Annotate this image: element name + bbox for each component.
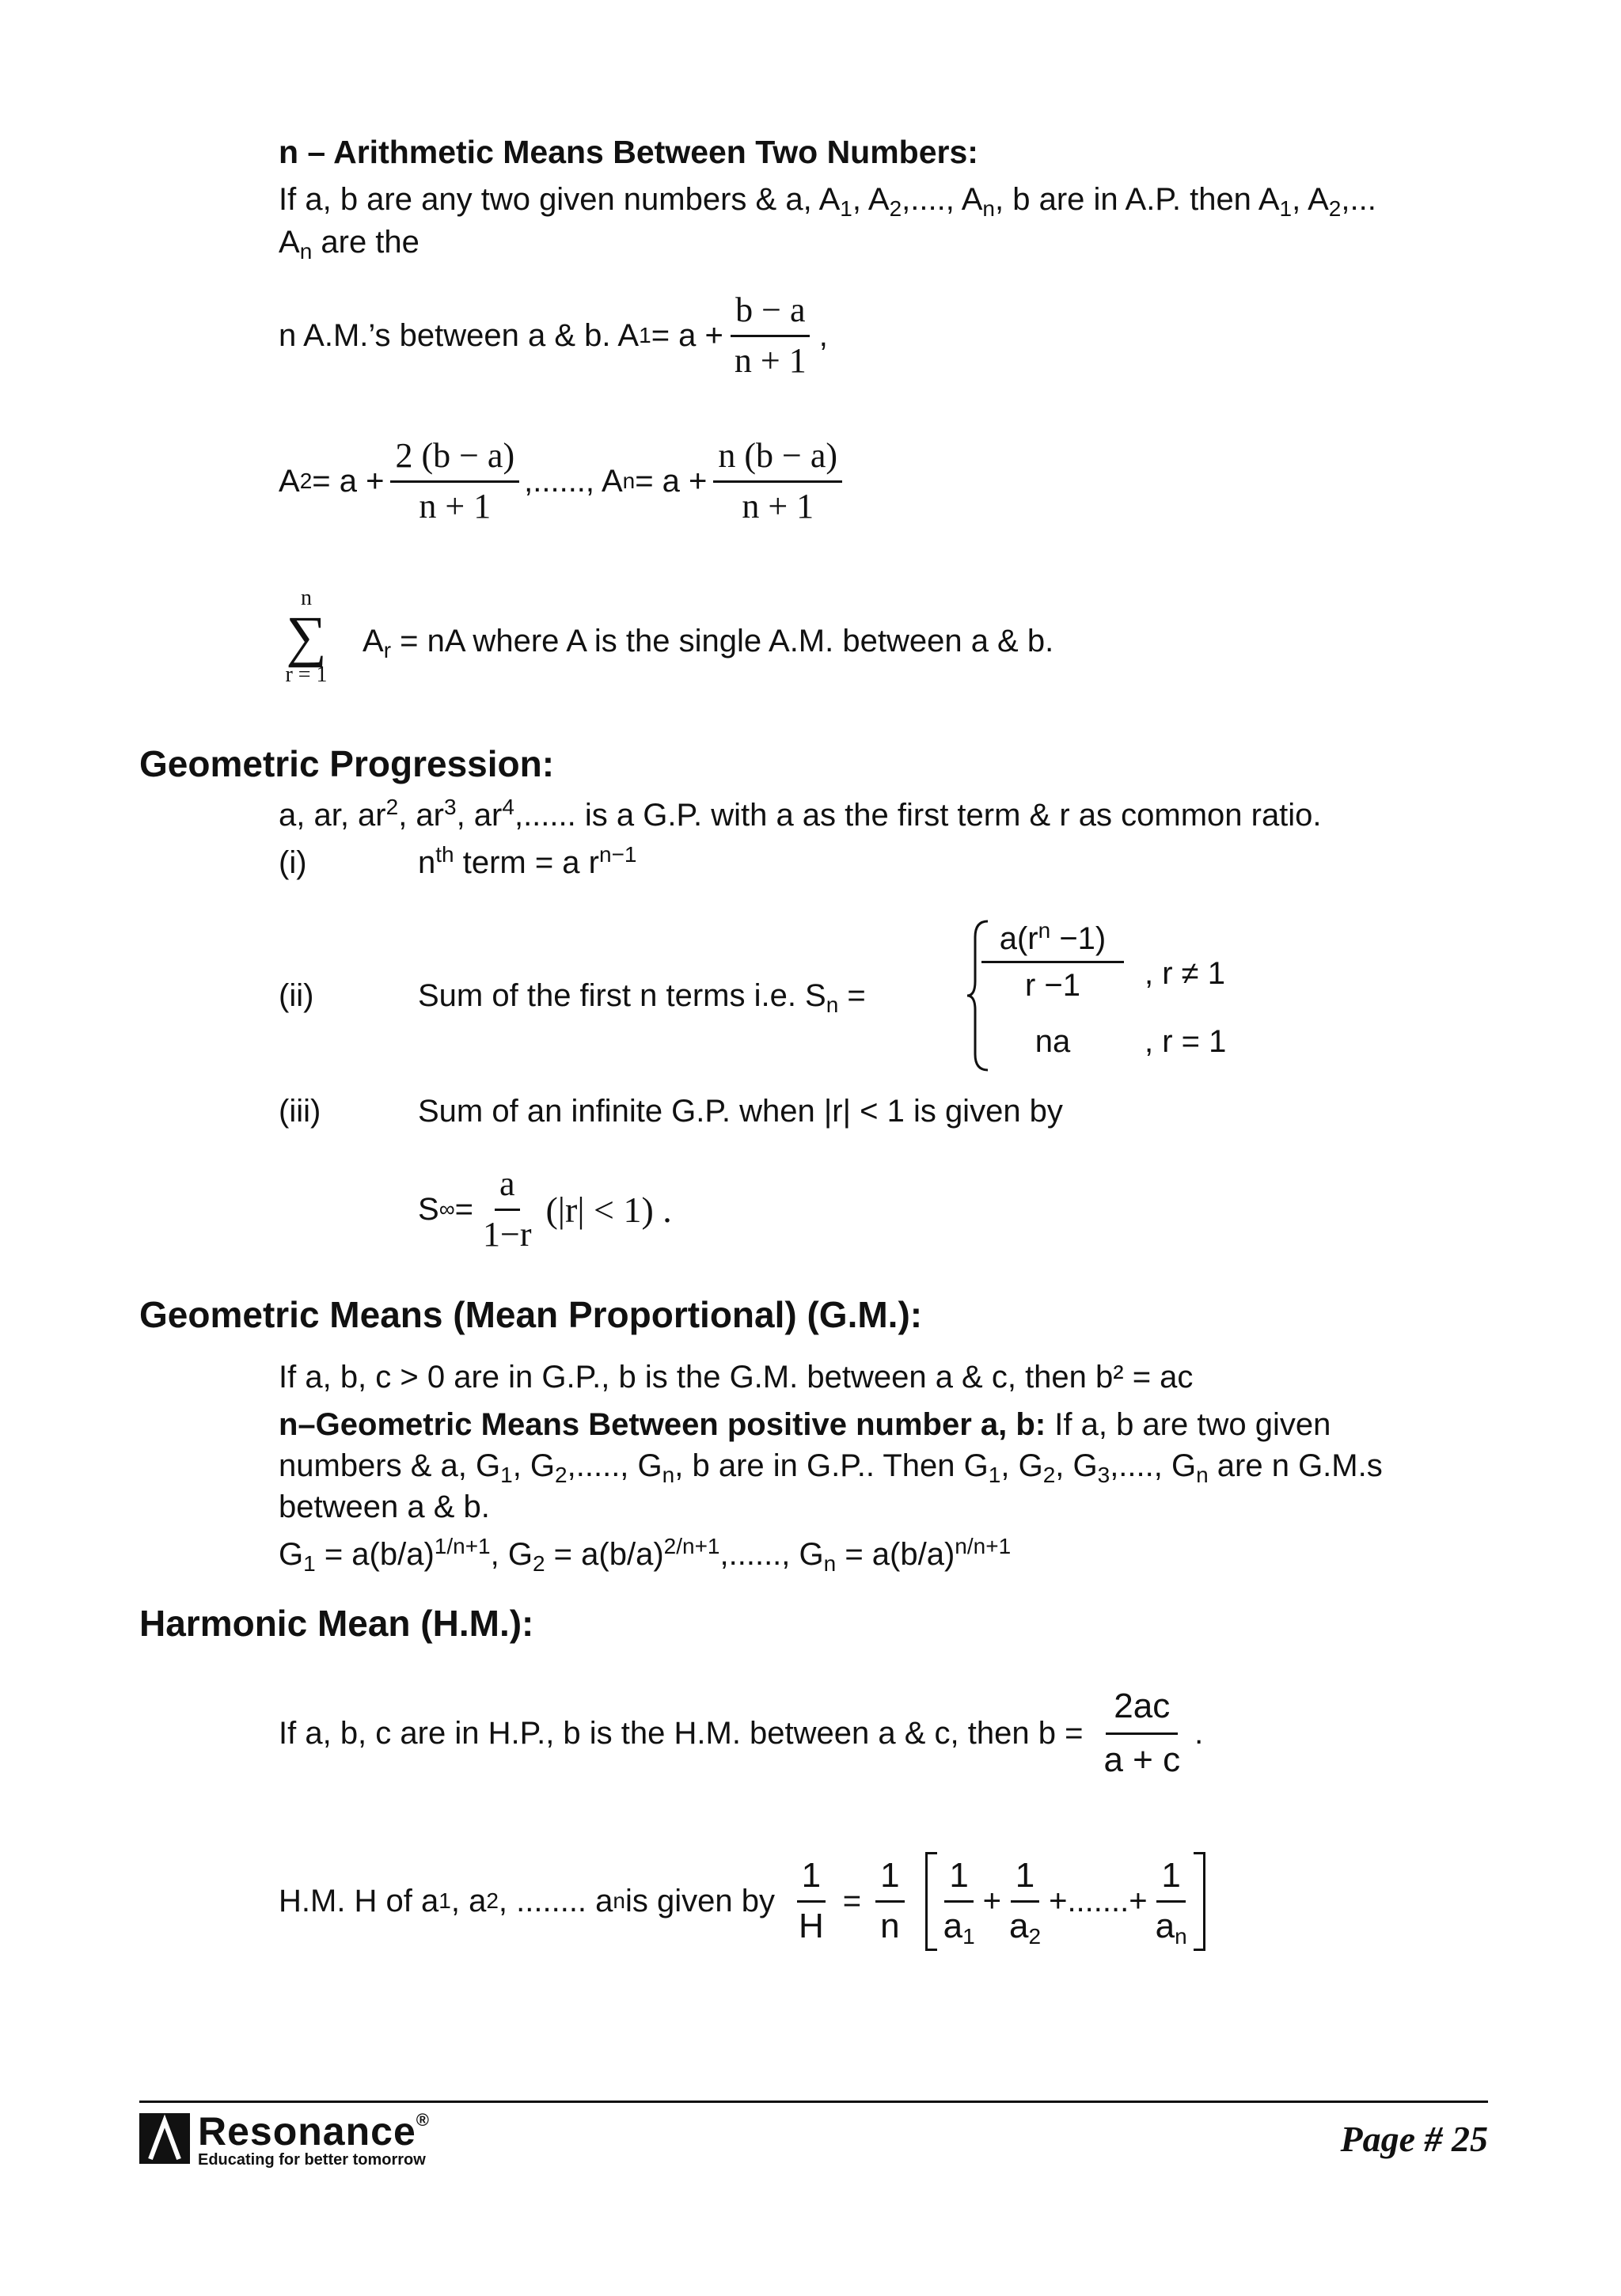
gm-line5: $G_1 = a(b/a)^{1/n+1}$, $G_2 = a(b/a)^{2/n+1}$,......, $G_n = a(b/a)^{n/n+1}$: [279, 1534, 1012, 1576]
summation: n ∑ r = 1: [279, 586, 334, 688]
am-sum-text: $A_r$ = nA where A is the single A.M. between a & b.: [363, 624, 1054, 662]
gm-heading: Geometric Means (Mean Proportional) (G.M.):: [139, 1294, 923, 1335]
gm-line1: If a, b, c > 0 are in G.P., b is the G.M. between a & c, then b² = ac: [279, 1360, 1194, 1395]
fraction-1-over-an: $\frac{1}{a_n}$: [1155, 1856, 1187, 1949]
fraction-1-over-n: $\frac{1}{n}$: [875, 1855, 904, 1948]
fraction-1-over-H: $\frac{1}{H}$: [794, 1855, 829, 1948]
gp-heading: Geometric Progression:: [139, 743, 555, 784]
gm-line3: numbers & a, $G_1$, $G_2$,....., $G_n$, b are in G.P.. Then $G_1$, $G_2$, $G_3$,...., $G_n$ are n G.M.s: [279, 1448, 1383, 1487]
gm-line4: between a & b.: [279, 1490, 490, 1524]
footer-tagline: Educating for better tomorrow: [198, 2151, 426, 2169]
gp-item-i-text: $n^{th}$ term = a $r^{n-1}$: [418, 842, 637, 880]
hm-line1: If a, b, c are in H.P., b is the H.M. between a & c, then b = $\frac{2ac}{a + c}$ .: [279, 1686, 1203, 1782]
gm-line2: n–Geometric Means Between positive number a, b: If a, b are two given: [279, 1407, 1331, 1442]
gp-item-i-label: (i): [279, 845, 307, 880]
gp-intro: a, ar, $ar^2$, $ar^3$, $ar^4$,...... is a G.P. with a as the first term & r as common ratio.: [279, 795, 1322, 833]
fraction-a-over-1-minus-r: $\frac{a}{1-r}$: [483, 1164, 532, 1254]
bracket-group: $\frac{1}{a_1}$ + $\frac{1}{a_2}$ +.......+ $\frac{1}{a_n}$: [925, 1852, 1205, 1951]
fraction-2-b-minus-a: $\frac{2 (b - a)}{n + 1}$: [390, 435, 519, 528]
resonance-logo-icon: [139, 2113, 190, 2164]
fraction-1-over-a2: $\frac{1}{a_2}$: [1009, 1856, 1042, 1949]
gp-case2-value: na: [1034, 1024, 1071, 1059]
gp-item-ii-label: (ii): [279, 978, 314, 1013]
gp-item-iii-label: (iii): [279, 1094, 321, 1129]
gp-item-ii-text: Sum of the first n terms i.e. $S_n$ =: [418, 978, 866, 1017]
gp-infinite-sum: S ∞ = $\frac{a}{1-r}$ (|r| < 1) .: [418, 1163, 672, 1256]
hm-heading: Harmonic Mean (H.M.):: [139, 1603, 534, 1644]
am-intro-line1: If a, b are any two given numbers & a, $A_1$, $A_2$,...., $A_n$, b are in A.P. then $A_1$, $A_2$,...: [279, 182, 1376, 221]
footer-rule: [139, 2101, 1488, 2103]
gp-case2-condition: , r = 1: [1145, 1024, 1227, 1059]
gp-item-iii-text: Sum of an infinite G.P. when |r| < 1 is given by: [418, 1094, 1063, 1129]
fraction-b-minus-a: $\frac{b - a}{n + 1}$: [730, 290, 811, 382]
gp-case1-condition: , r ≠ 1: [1145, 956, 1225, 991]
am-formula-a1: n A.M.’s between a & b. A 1 = a + $\frac{b - a}{n + 1}$ ,: [279, 290, 828, 382]
fraction-2ac-over-a-plus-c: $\frac{2ac}{a + c}$: [1103, 1687, 1181, 1779]
am-formula-a2-an: A 2 = a + $\frac{2 (b - a)}{n + 1}$ ,......, A n = a + $\frac{n (b - a)}{n + 1}$: [279, 435, 842, 528]
am-intro-line2: $A_n$ are the: [279, 225, 419, 264]
am-heading: n – Arithmetic Means Between Two Numbers:: [279, 134, 978, 170]
fraction-n-b-minus-a: $\frac{n (b - a)}{n + 1}$: [713, 435, 842, 528]
fraction-1-over-a1: $\frac{1}{a_1}$: [943, 1856, 975, 1949]
sigma-icon: ∑: [286, 605, 327, 668]
hm-line2: H.M. H of a 1 , a 2 , ........ a n is given by $\frac{1}{H}$ = $\frac{1}{n}$ $\frac{1}{a_1}$ + $\frac{1}{a_2}$ +.......+ $\frac{1}{a_n}$: [279, 1852, 1205, 1951]
gp-case1-fraction: $a(r^n -1)$ r −1: [981, 920, 1124, 1004]
footer-brand: Resonance®: [198, 2109, 430, 2154]
page-number: Page # 25: [1340, 2119, 1488, 2159]
